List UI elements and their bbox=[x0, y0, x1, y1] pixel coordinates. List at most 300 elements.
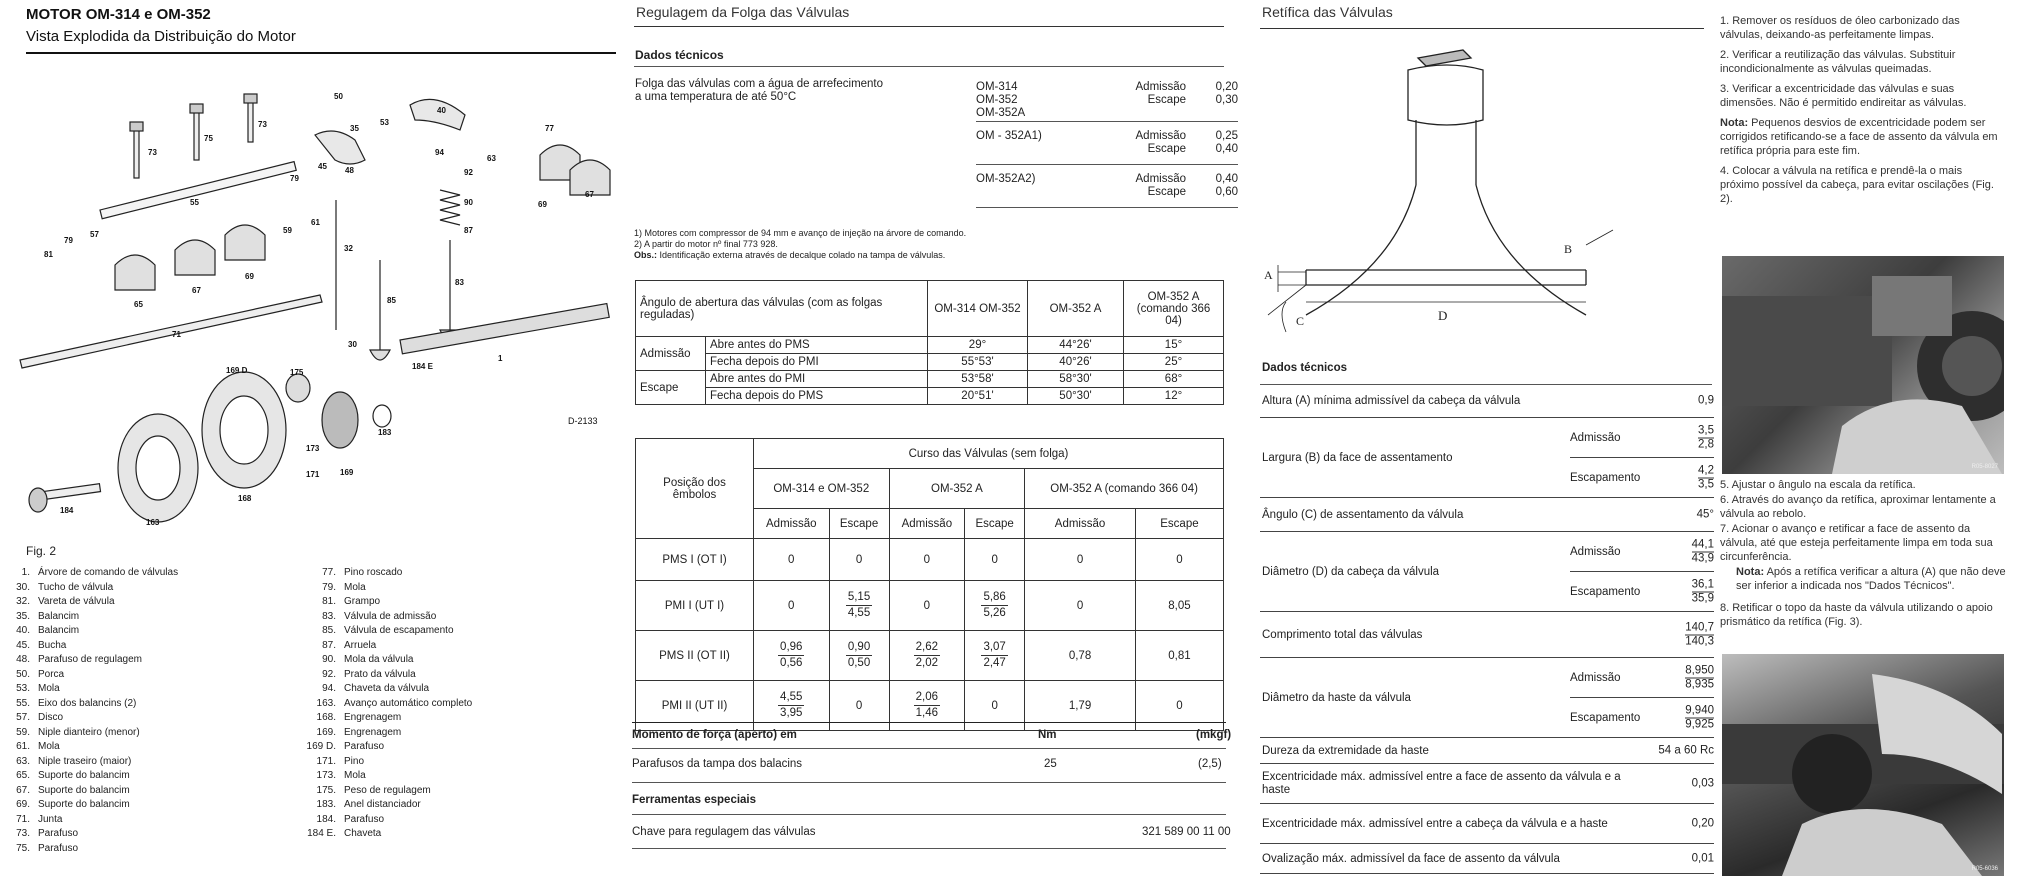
parts-list-item bbox=[0, 798, 300, 813]
clearance-group bbox=[976, 78, 1238, 122]
nota-1-label: Nota: bbox=[1720, 117, 1749, 129]
chave-rule bbox=[632, 848, 1226, 849]
angle-col2: OM-352 A bbox=[1028, 281, 1124, 337]
curso-cell bbox=[829, 631, 889, 681]
part-number: 81. bbox=[322, 596, 336, 607]
rocker-shaft bbox=[100, 162, 296, 219]
ferramentas-title: Ferramentas especiais bbox=[632, 794, 757, 806]
curso-cell: 0 bbox=[1135, 539, 1223, 581]
dados-value: 0,01 bbox=[1691, 852, 1714, 864]
callout-175: 175 bbox=[290, 368, 304, 377]
curso-cell: 0 bbox=[889, 581, 965, 631]
part-number: 61. bbox=[16, 741, 30, 752]
part-description: Tucho de válvula bbox=[38, 581, 114, 593]
part-description: Pino bbox=[344, 755, 365, 767]
valve-type: Escape bbox=[1147, 94, 1186, 106]
dados-value: 43,9 bbox=[1691, 552, 1714, 564]
parts-list-item bbox=[306, 784, 606, 799]
dados-value: 3,5 bbox=[1698, 424, 1714, 436]
curso-adm: Admissão bbox=[754, 509, 830, 539]
callout-61: 61 bbox=[311, 218, 320, 227]
clearance-group bbox=[976, 170, 1238, 208]
parts-list-item bbox=[0, 842, 300, 857]
part-description: Niple dianteiro (menor) bbox=[38, 726, 140, 738]
dados-row bbox=[1260, 738, 1714, 764]
title-rule bbox=[26, 52, 616, 54]
curso-max: 4,55 bbox=[778, 690, 804, 706]
parts-list-item bbox=[306, 653, 606, 668]
curso-fraction bbox=[778, 640, 804, 671]
step-4: 4. Colocar a válvula na retífica e prendê-la o mais próximo possível da cabeça, para evitar oscilações (Fig. 2). bbox=[1720, 165, 1994, 205]
callout-45: 45 bbox=[318, 162, 327, 171]
curso-fraction bbox=[778, 690, 804, 721]
dados-value: 8,935 bbox=[1685, 678, 1714, 690]
curso-position: PMS I (OT I) bbox=[636, 539, 754, 581]
callout-169d: 169 D bbox=[226, 366, 248, 375]
parafusos-nm: 25 bbox=[1044, 758, 1057, 770]
part-description: Arruela bbox=[344, 639, 377, 651]
callout-90: 90 bbox=[464, 198, 473, 207]
part-number: 48. bbox=[16, 654, 30, 665]
dados-value: 0,9 bbox=[1698, 394, 1714, 406]
angle-cell: 44°26' bbox=[1028, 337, 1124, 354]
callout-32: 32 bbox=[344, 244, 353, 253]
parts-list-item bbox=[0, 726, 300, 741]
momento-rule bbox=[632, 722, 1226, 723]
curso-fraction bbox=[914, 690, 940, 721]
parts-list-item bbox=[0, 740, 300, 755]
part-number: 40. bbox=[16, 625, 30, 636]
angle-group-escape: Escape bbox=[636, 371, 706, 405]
clearance-value: 0,20 bbox=[1215, 81, 1238, 93]
curso-group1: OM-314 e OM-352 bbox=[754, 469, 890, 509]
part-description: Mola da válvula bbox=[344, 654, 414, 665]
exploded-view-panel bbox=[0, 0, 620, 881]
parts-list-item bbox=[0, 682, 300, 697]
part-description: Anel distanciador bbox=[344, 799, 421, 810]
parts-list-item bbox=[0, 581, 300, 596]
parts-list-item bbox=[306, 639, 606, 654]
curso-max: 2,62 bbox=[914, 640, 940, 656]
dados-row bbox=[1260, 804, 1714, 844]
curso-min: 2,47 bbox=[983, 657, 1006, 669]
part-description: Avanço automático completo bbox=[344, 697, 473, 709]
angle-table bbox=[635, 280, 1224, 405]
parts-list-item bbox=[306, 668, 606, 683]
parts-list-item bbox=[306, 566, 606, 581]
part-number: 183. bbox=[316, 799, 336, 810]
angle-cell: 20°51' bbox=[928, 388, 1028, 405]
part-number: 85. bbox=[322, 625, 336, 636]
dados-label: Diâmetro da haste da válvula bbox=[1262, 691, 1411, 704]
part-number: 67. bbox=[16, 784, 30, 796]
callout-30: 30 bbox=[348, 340, 357, 349]
dados-value: 9,940 bbox=[1685, 704, 1714, 717]
obs-text: Identificação externa através de decalque colado na tampa de válvulas. bbox=[659, 250, 946, 260]
angle-cell: 68° bbox=[1124, 371, 1224, 388]
callout-73: 73 bbox=[258, 120, 267, 129]
part-description: Chaveta bbox=[344, 828, 382, 839]
section-title: Retífica das Válvulas bbox=[1262, 4, 1393, 20]
curso-esc: Escape bbox=[829, 509, 889, 539]
valve-type: Escape bbox=[1147, 186, 1186, 198]
callout-1: 1 bbox=[498, 354, 503, 363]
parts-list-item bbox=[0, 827, 300, 842]
callout-171: 171 bbox=[306, 470, 320, 479]
dados-title: Dados técnicos bbox=[635, 48, 724, 62]
nota-2 bbox=[1720, 565, 2010, 593]
dados-value: 54 a 60 Rc bbox=[1658, 744, 1714, 756]
callout-75: 75 bbox=[204, 134, 213, 143]
callout-48: 48 bbox=[345, 166, 354, 175]
parts-list-item bbox=[0, 639, 300, 654]
part-number: 1. bbox=[21, 567, 30, 578]
curso-position: PMI I (UT I) bbox=[636, 581, 754, 631]
parts-list-item bbox=[0, 711, 300, 726]
part-number: 92. bbox=[322, 668, 336, 680]
part-number: 83. bbox=[322, 610, 336, 622]
angle-cell: 15° bbox=[1124, 337, 1224, 354]
grinding-photo-1 bbox=[1722, 256, 2004, 474]
folga-text bbox=[635, 78, 883, 104]
step-5: 5. Ajustar o ângulo na escala da retífica. bbox=[1720, 479, 1916, 491]
parts-list-col2 bbox=[306, 566, 606, 842]
curso-min: 0,56 bbox=[780, 657, 803, 669]
dados-value: 0,20 bbox=[1691, 817, 1714, 829]
parts-list-item bbox=[306, 711, 606, 726]
parts-list-item bbox=[306, 798, 606, 813]
exploded-view-diagram bbox=[0, 60, 620, 530]
parts-list-item bbox=[0, 624, 300, 639]
dados-sublabel: Escapamento bbox=[1570, 472, 1641, 484]
curso-cell bbox=[754, 681, 830, 731]
momento-rule2 bbox=[632, 748, 1226, 749]
dados-value: 36,1 bbox=[1691, 578, 1714, 591]
dados-row bbox=[1260, 384, 1714, 418]
callout-35: 35 bbox=[350, 124, 359, 133]
callout-55: 55 bbox=[190, 198, 199, 207]
curso-group3: OM-352 A (comando 366 04) bbox=[1025, 469, 1224, 509]
photo-1-code: R05-8027 bbox=[1971, 464, 1998, 470]
diagram-code: D-2133 bbox=[568, 416, 598, 426]
dados-label: Ovalização máx. admissível da face de assento da válvula bbox=[1262, 852, 1560, 865]
parts-list-item bbox=[0, 653, 300, 668]
callout-67: 67 bbox=[585, 190, 594, 199]
curso-header: Curso das Válvulas (sem folga) bbox=[754, 439, 1224, 469]
part-number: 168. bbox=[316, 712, 336, 723]
part-description: Suporte do balancim bbox=[38, 770, 130, 781]
curso-fraction bbox=[981, 590, 1007, 621]
curso-cell: 8,05 bbox=[1135, 581, 1223, 631]
dim-label-d: D bbox=[1438, 308, 1448, 323]
callout-57: 57 bbox=[90, 230, 99, 239]
curso-cell: 0 bbox=[754, 539, 830, 581]
curso-max: 3,07 bbox=[981, 640, 1007, 656]
part-description: Suporte do balancim bbox=[38, 799, 130, 810]
curso-cell bbox=[889, 631, 965, 681]
dados-label: Ângulo (C) de assentamento da válvula bbox=[1262, 508, 1464, 521]
parts-list-item bbox=[306, 682, 606, 697]
nota-2-label: Nota: bbox=[1736, 566, 1765, 578]
part-description: Válvula de escapamento bbox=[344, 625, 454, 636]
part-number: 169. bbox=[316, 726, 336, 738]
curso-min: 3,95 bbox=[780, 707, 803, 719]
curso-max: 5,86 bbox=[981, 590, 1007, 606]
photo-2-shapes bbox=[1722, 654, 2004, 876]
callout-184e: 184 E bbox=[412, 362, 433, 371]
ferramentas-rule bbox=[632, 814, 1226, 815]
curso-table bbox=[635, 438, 1224, 731]
part-number: 94. bbox=[322, 683, 336, 694]
angle-cell: 40°26' bbox=[1028, 354, 1124, 371]
dim-label-a: A bbox=[1264, 268, 1273, 282]
parts-list-item bbox=[306, 827, 606, 842]
curso-min: 4,55 bbox=[847, 607, 871, 619]
chave-label: Chave para regulagem das válvulas bbox=[632, 826, 816, 838]
engine-model: OM-352A2) bbox=[976, 173, 1036, 185]
parts-list-item bbox=[0, 595, 300, 610]
parts-list-item bbox=[0, 668, 300, 683]
curso-max: 0,96 bbox=[778, 640, 804, 656]
callout-63: 63 bbox=[487, 154, 496, 163]
valve-type: Escape bbox=[1147, 143, 1186, 155]
dados-label: Dureza da extremidade da haste bbox=[1262, 744, 1429, 757]
callout-50: 50 bbox=[334, 92, 343, 101]
curso-min: 2,02 bbox=[915, 657, 939, 669]
dim-label-b: B bbox=[1564, 242, 1573, 256]
dados-value: 35,9 bbox=[1691, 592, 1714, 605]
part-description: Engrenagem bbox=[344, 726, 402, 738]
callout-184: 184 bbox=[60, 506, 74, 515]
curso-max: 5,15 bbox=[846, 590, 872, 606]
parts-list-item bbox=[0, 755, 300, 770]
valve-grinding-panel bbox=[1258, 0, 1718, 881]
dados-label: Altura (A) mínima admissível da cabeça da válvula bbox=[1262, 394, 1521, 407]
part-number: 45. bbox=[16, 639, 30, 651]
page-subtitle: Vista Explodida da Distribuição do Motor bbox=[26, 28, 296, 45]
engine-model: OM-352 bbox=[976, 94, 1018, 106]
curso-fraction bbox=[846, 590, 872, 621]
parts-list-item bbox=[306, 769, 606, 784]
part-description: Disco bbox=[38, 712, 64, 723]
steps-top bbox=[1720, 14, 2004, 212]
curso-fraction bbox=[846, 640, 872, 671]
callout-83: 83 bbox=[455, 278, 464, 287]
fig-label: Fig. 2 bbox=[26, 544, 57, 558]
callout-71: 71 bbox=[172, 330, 181, 339]
dados-value: 8,950 bbox=[1685, 664, 1714, 676]
angle-cell: 58°30' bbox=[1028, 371, 1124, 388]
part-number: 87. bbox=[322, 639, 336, 651]
callout-87: 87 bbox=[464, 226, 473, 235]
obs bbox=[634, 250, 966, 261]
parafusos-rule bbox=[632, 782, 1226, 783]
angle-cell: 50°30' bbox=[1028, 388, 1124, 405]
curso-esc: Escape bbox=[1135, 509, 1223, 539]
parts-list-item bbox=[306, 697, 606, 712]
clearance-group bbox=[976, 127, 1238, 165]
part-number: 65. bbox=[16, 770, 30, 781]
part-description: Engrenagem bbox=[344, 712, 402, 723]
dados-sublabel: Admissão bbox=[1570, 431, 1621, 444]
parafusos-label: Parafusos da tampa dos balacins bbox=[632, 758, 803, 770]
clearance-value: 0,40 bbox=[1215, 143, 1238, 155]
part-description: Peso de regulagem bbox=[344, 784, 431, 796]
part-description: Parafuso bbox=[38, 842, 79, 854]
parts-list-item bbox=[0, 566, 300, 581]
part-number: 73. bbox=[16, 828, 30, 839]
angle-cell: 53°58' bbox=[928, 371, 1028, 388]
callout-73b: 73 bbox=[148, 148, 157, 157]
dados-sublabel: Escapamento bbox=[1570, 712, 1641, 724]
part-description: Mola bbox=[344, 581, 366, 593]
grinding-photo-2 bbox=[1722, 654, 2004, 876]
nota-1 bbox=[1720, 116, 2004, 158]
part-description: Mola bbox=[38, 683, 60, 694]
curso-cell bbox=[965, 581, 1025, 631]
dados-value: 3,5 bbox=[1698, 478, 1714, 491]
parts-list-item bbox=[306, 610, 606, 625]
angle-cell: 12° bbox=[1124, 388, 1224, 405]
dados-rule bbox=[634, 66, 1224, 67]
part-number: 32. bbox=[16, 596, 30, 607]
callout-67b: 67 bbox=[192, 286, 201, 295]
dados-sublabel: Admissão bbox=[1570, 545, 1621, 558]
nota-2-text: Após a retífica verificar a altura (A) que não deve ser inferior a indicada nos "Dados Técnicos". bbox=[1736, 566, 2006, 592]
curso-cell bbox=[965, 631, 1025, 681]
title-rule bbox=[634, 26, 1224, 27]
part-description: Parafuso de regulagem bbox=[38, 654, 142, 665]
part-description: Niple traseiro (maior) bbox=[38, 755, 132, 767]
parts-list-item bbox=[306, 726, 606, 741]
callout-65: 65 bbox=[134, 300, 143, 309]
clearance-value: 0,60 bbox=[1215, 186, 1238, 198]
curso-min: 0,50 bbox=[847, 657, 871, 669]
callout-94: 94 bbox=[435, 148, 444, 157]
part-description: Parafuso bbox=[38, 828, 79, 839]
curso-cell: 0,78 bbox=[1025, 631, 1136, 681]
dados-label: Diâmetro (D) da cabeça da válvula bbox=[1262, 565, 1440, 578]
engine-model: OM-352A bbox=[976, 107, 1026, 119]
parafusos-kgf: (2,5) bbox=[1198, 758, 1222, 770]
obs-label: Obs.: bbox=[634, 250, 658, 260]
curso-group2: OM-352 A bbox=[889, 469, 1025, 509]
photo-1-shapes bbox=[1722, 256, 2004, 474]
callout-69b: 69 bbox=[245, 272, 254, 281]
curso-cell: 0 bbox=[965, 539, 1025, 581]
part-number: 163. bbox=[316, 697, 336, 709]
curso-cell: 0 bbox=[829, 681, 889, 731]
part-description: Porca bbox=[38, 668, 65, 680]
part-description: Mola bbox=[344, 770, 366, 781]
curso-position: PMI II (UT II) bbox=[636, 681, 754, 731]
callout-77: 77 bbox=[545, 124, 554, 133]
parts-list-item bbox=[306, 813, 606, 828]
angle-header: Ângulo de abertura das válvulas (com as folgas reguladas) bbox=[636, 281, 928, 337]
part-number: 69. bbox=[16, 799, 30, 810]
part-number: 77. bbox=[322, 567, 336, 578]
part-description: Bucha bbox=[38, 639, 67, 651]
valve-clearance-panel bbox=[620, 0, 1240, 881]
parts-list-item bbox=[0, 697, 300, 712]
note1: 1) Motores com compressor de 94 mm e avanço de injeção na árvore de comando. bbox=[634, 228, 967, 238]
parts-list-item bbox=[306, 755, 606, 770]
momento-title: Momento de força (aperto) em bbox=[632, 729, 797, 741]
dados-value: 140,3 bbox=[1685, 635, 1714, 647]
callout-59: 59 bbox=[283, 226, 292, 235]
section-title: Regulagem da Folga das Válvulas bbox=[636, 4, 850, 20]
curso-min: 1,46 bbox=[915, 707, 939, 719]
title-rule bbox=[1260, 28, 1704, 29]
curso-esc: Escape bbox=[965, 509, 1025, 539]
curso-cell: 0 bbox=[889, 539, 965, 581]
curso-cell: 0 bbox=[1025, 539, 1136, 581]
curso-cell bbox=[889, 681, 965, 731]
callout-40: 40 bbox=[437, 106, 446, 115]
parts-list-col1 bbox=[0, 566, 300, 856]
curso-adm: Admissão bbox=[889, 509, 965, 539]
part-number: 71. bbox=[16, 813, 30, 825]
part-description: Suporte do balancim bbox=[38, 784, 130, 796]
callout-85: 85 bbox=[387, 296, 396, 305]
callout-92: 92 bbox=[464, 168, 473, 177]
callout-183: 183 bbox=[378, 428, 392, 437]
parts-list-item bbox=[0, 813, 300, 828]
step-6: 6. Através do avanço da retífica, aproximar lentamente a válvula ao rebolo. bbox=[1720, 494, 1996, 520]
curso-max: 0,90 bbox=[846, 640, 872, 656]
photo-2-code: R05-6036 bbox=[1971, 866, 1998, 872]
part-description: Válvula de admissão bbox=[344, 610, 437, 622]
curso-cell: 0 bbox=[829, 539, 889, 581]
curso-max: 2,06 bbox=[914, 690, 940, 706]
pos-label: Posição dos êmbolos bbox=[636, 439, 754, 539]
angle-col1: OM-314 OM-352 bbox=[928, 281, 1028, 337]
engine-model: OM - 352A1) bbox=[976, 130, 1042, 142]
callout-163: 163 bbox=[146, 518, 160, 527]
curso-cell bbox=[754, 631, 830, 681]
page-title: MOTOR OM-314 e OM-352 bbox=[26, 6, 211, 23]
folga-line1: Folga das válvulas com a água de arrefecimento bbox=[635, 78, 884, 90]
dados-value: 0,03 bbox=[1691, 777, 1714, 789]
angle-row-label: Fecha depois do PMI bbox=[706, 354, 928, 371]
dados-label: Excentricidade máx. admissível entre a cabeça da válvula e a haste bbox=[1262, 817, 1608, 830]
folga-line2: a uma temperatura de até 50°C bbox=[635, 91, 797, 103]
parts-list-item bbox=[306, 581, 606, 596]
engine-model: OM-314 bbox=[976, 81, 1018, 93]
angle-group-admissao: Admissão bbox=[636, 337, 706, 371]
curso-position: PMS II (OT II) bbox=[636, 631, 754, 681]
momento-nm: Nm bbox=[1038, 729, 1057, 741]
step-1: 1. Remover os resíduos de óleo carbonizado das válvulas, deixando-as perfeitamente limpas. bbox=[1720, 15, 1960, 41]
part-number: 184. bbox=[316, 813, 336, 825]
angle-col3: OM-352 A (comando 366 04) bbox=[1124, 281, 1224, 337]
step-2: 2. Verificar a reutilização das válvulas. Substituir incondicionalmente as válvulas queimadas. bbox=[1720, 49, 1956, 75]
callout-168: 168 bbox=[238, 494, 252, 503]
dados-label: Comprimento total das válvulas bbox=[1262, 628, 1423, 641]
valve-type: Admissão bbox=[1135, 81, 1186, 93]
angle-cell: 29° bbox=[928, 337, 1028, 354]
angle-cell: 25° bbox=[1124, 354, 1224, 371]
clearance-value: 0,30 bbox=[1215, 94, 1238, 106]
step-8: 8. Retificar o topo da haste da válvula utilizando o apoio prismático da retífica (Fig. 3). bbox=[1720, 602, 1993, 628]
dados-value: 140,7 bbox=[1685, 621, 1714, 633]
part-number: 169 D. bbox=[306, 741, 336, 752]
part-description: Balancim bbox=[38, 610, 80, 622]
part-number: 35. bbox=[16, 610, 30, 622]
chave-code: 321 589 00 11 00 bbox=[1142, 826, 1231, 838]
part-number: 55. bbox=[16, 697, 30, 709]
curso-min: 5,26 bbox=[983, 607, 1006, 619]
